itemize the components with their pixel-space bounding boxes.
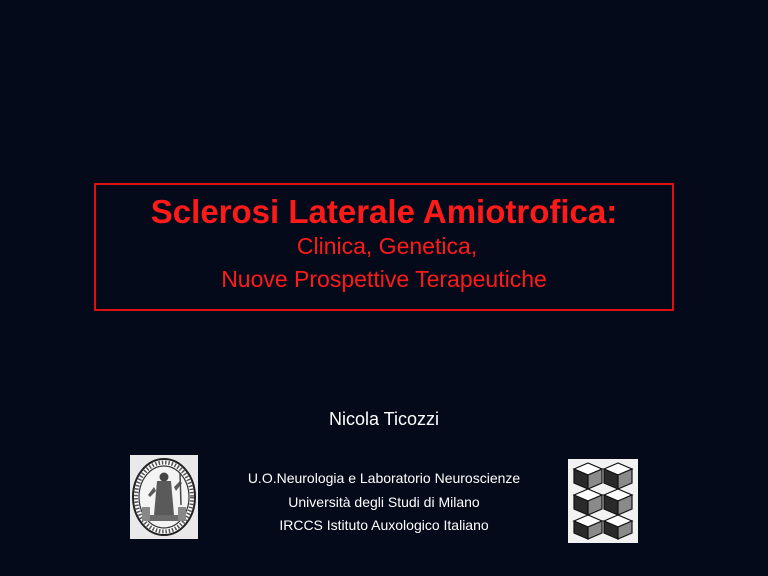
affiliation-line-1: U.O.Neurologia e Laboratorio Neuroscienze	[247, 470, 521, 486]
slide-subtitle-line2: Nuove Prospettive Terapeutiche	[221, 266, 547, 292]
title-box	[94, 183, 674, 311]
author-name: Nicola Ticozzi	[328, 409, 440, 429]
slide-title: Sclerosi Laterale Amiotrofica:	[150, 193, 618, 230]
university-seal-icon	[130, 455, 198, 539]
affiliation-line-3: IRCCS Istituto Auxologico Italiano	[279, 517, 489, 533]
slide-subtitle-line1: Clinica, Genetica,	[296, 233, 478, 259]
auxologico-cubes-icon	[568, 459, 638, 543]
affiliation-line-2: Università degli Studi di Milano	[288, 494, 480, 510]
